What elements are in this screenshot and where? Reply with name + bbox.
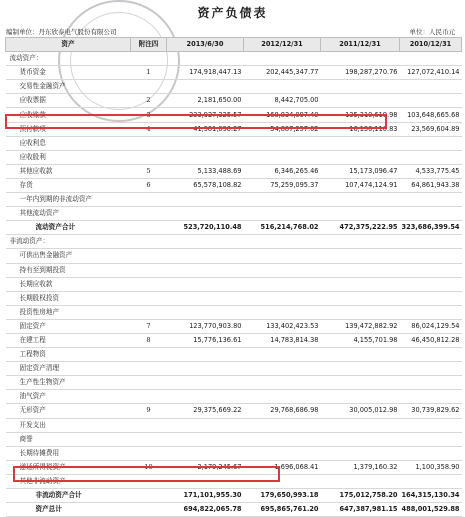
row-value: [167, 390, 244, 404]
row-value: [321, 376, 400, 390]
row-value: 127,072,410.14: [400, 66, 462, 80]
row-value: [400, 235, 462, 249]
row-value: [321, 305, 400, 319]
row-value: [400, 150, 462, 164]
row-value: 103,648,665.68: [400, 108, 462, 122]
row-value: [321, 291, 400, 305]
table-row: [6, 122, 462, 136]
row-note: [131, 446, 167, 460]
table-row: [6, 136, 462, 150]
table-row: [6, 446, 462, 460]
row-value: [400, 94, 462, 108]
row-value: [400, 362, 462, 376]
row-value: 8,442,705.00: [244, 94, 321, 108]
row-value: [244, 446, 321, 460]
row-value: 65,578,108.82: [167, 178, 244, 192]
row-note: [131, 150, 167, 164]
row-value: [400, 390, 462, 404]
row-value: [244, 432, 321, 446]
row-value: [321, 263, 400, 277]
row-value: [400, 193, 462, 207]
table-row: [6, 277, 462, 291]
page-title: 资产负债表: [197, 6, 268, 20]
row-value: 135,310,619.98: [321, 108, 400, 122]
row-value: [321, 136, 400, 150]
row-value: 175,012,758.20: [321, 489, 400, 503]
row-value: [400, 207, 462, 221]
row-value: 488,001,529.88: [400, 503, 462, 517]
row-value: 198,287,270.76: [321, 66, 400, 80]
table-row: [6, 150, 462, 164]
row-note: [131, 432, 167, 446]
row-value: 30,739,829.62: [400, 404, 462, 418]
row-value: [167, 235, 244, 249]
table-row: [6, 207, 462, 221]
row-value: [321, 94, 400, 108]
row-label: 投资性房地产: [6, 305, 131, 319]
row-value: [167, 249, 244, 263]
row-value: [167, 432, 244, 446]
row-value: 174,918,447.13: [167, 66, 244, 80]
row-value: 15,776,136.61: [167, 333, 244, 347]
row-value: [167, 52, 244, 66]
row-label: 其他应收款: [6, 164, 131, 178]
row-value: [400, 418, 462, 432]
row-note: [131, 376, 167, 390]
row-value: [244, 362, 321, 376]
table-row: [6, 193, 462, 207]
row-value: [400, 446, 462, 460]
row-value: [400, 263, 462, 277]
row-value: [321, 432, 400, 446]
row-value: [321, 446, 400, 460]
row-value: [167, 136, 244, 150]
row-value: [321, 418, 400, 432]
col-header-note: 附注四: [131, 38, 167, 52]
row-value: [321, 207, 400, 221]
row-value: [244, 52, 321, 66]
company-label: 编制单位：丹东欣泰电气股份有限公司: [6, 28, 117, 36]
row-value: [321, 390, 400, 404]
row-value: [244, 235, 321, 249]
table-row: [6, 178, 462, 192]
row-value: [244, 136, 321, 150]
row-note: [131, 362, 167, 376]
row-value: [167, 348, 244, 362]
row-value: [244, 418, 321, 432]
row-label: 其他流动资产: [6, 207, 131, 221]
row-value: [167, 207, 244, 221]
row-label: 存货: [6, 178, 131, 192]
row-value: 64,861,943.38: [400, 178, 462, 192]
row-value: 29,375,669.22: [167, 404, 244, 418]
row-label: 在建工程: [6, 333, 131, 347]
row-value: [244, 376, 321, 390]
row-note: [131, 263, 167, 277]
row-value: [244, 305, 321, 319]
table-row: [6, 418, 462, 432]
row-label: 生产性生物资产: [6, 376, 131, 390]
row-value: [321, 362, 400, 376]
row-value: [400, 348, 462, 362]
row-value: [400, 291, 462, 305]
row-value: 123,770,903.80: [167, 319, 244, 333]
row-note: [131, 474, 167, 488]
row-note: 7: [131, 319, 167, 333]
table-row: [6, 333, 462, 347]
row-value: 23,569,604.89: [400, 122, 462, 136]
table-row: [6, 474, 462, 488]
row-note: 10: [131, 460, 167, 474]
row-value: 2,181,650.00: [167, 94, 244, 108]
row-value: 323,686,399.54: [400, 221, 462, 235]
row-label: 固定资产清理: [6, 362, 131, 376]
row-value: [400, 376, 462, 390]
table-row: [6, 362, 462, 376]
table-body: [6, 52, 462, 517]
row-note: [131, 489, 167, 503]
row-note: 1: [131, 66, 167, 80]
row-value: [400, 52, 462, 66]
row-label: 长期应收款: [6, 277, 131, 291]
row-note: [131, 291, 167, 305]
row-value: [244, 80, 321, 94]
row-note: 3: [131, 108, 167, 122]
row-value: 139,472,882.92: [321, 319, 400, 333]
table-row: [6, 164, 462, 178]
table-row: [6, 319, 462, 333]
row-value: [244, 249, 321, 263]
row-value: 46,450,812.28: [400, 333, 462, 347]
row-value: 107,474,124.91: [321, 178, 400, 192]
row-value: [244, 193, 321, 207]
row-value: [321, 150, 400, 164]
row-value: [244, 263, 321, 277]
row-value: [400, 474, 462, 488]
row-value: 202,445,347.77: [244, 66, 321, 80]
row-value: [244, 348, 321, 362]
row-value: [321, 249, 400, 263]
row-label: 持有至到期投资: [6, 263, 131, 277]
row-label: 开发支出: [6, 418, 131, 432]
row-note: [131, 503, 167, 517]
row-value: [167, 446, 244, 460]
table-row: [6, 94, 462, 108]
row-value: 29,768,686.98: [244, 404, 321, 418]
row-label: 应收股利: [6, 150, 131, 164]
row-note: [131, 207, 167, 221]
row-note: [131, 390, 167, 404]
table-row: [6, 489, 462, 503]
row-label: 可供出售金融资产: [6, 249, 131, 263]
row-value: 472,375,222.95: [321, 221, 400, 235]
row-value: [321, 348, 400, 362]
row-value: [167, 193, 244, 207]
row-value: 16,130,110.83: [321, 122, 400, 136]
row-label: 交易性金融资产: [6, 80, 131, 94]
table-row: [6, 460, 462, 474]
row-value: [321, 474, 400, 488]
row-value: 179,650,993.18: [244, 489, 321, 503]
row-value: [244, 277, 321, 291]
balance-sheet-table: [5, 37, 462, 517]
row-value: [167, 263, 244, 277]
col-header-2012-12-31: 2012/12/31: [244, 38, 321, 52]
row-label: 非流动资产合计: [6, 489, 131, 503]
row-value: 168,834,097.40: [244, 108, 321, 122]
table-row: [6, 291, 462, 305]
table-row: [6, 376, 462, 390]
row-value: 5,133,488.69: [167, 164, 244, 178]
row-note: 4: [131, 122, 167, 136]
table-row: [6, 503, 462, 517]
row-value: [244, 291, 321, 305]
row-label: 预付款项: [6, 122, 131, 136]
row-label: 应收利息: [6, 136, 131, 150]
row-value: [244, 150, 321, 164]
table-row: [6, 432, 462, 446]
row-value: [167, 474, 244, 488]
row-value: 6,346,265.46: [244, 164, 321, 178]
row-value: 164,315,130.34: [400, 489, 462, 503]
row-value: 133,402,423.53: [244, 319, 321, 333]
row-value: [244, 474, 321, 488]
row-value: 647,387,981.15: [321, 503, 400, 517]
row-note: [131, 348, 167, 362]
row-note: [131, 235, 167, 249]
row-value: [167, 305, 244, 319]
row-note: 6: [131, 178, 167, 192]
row-value: [167, 362, 244, 376]
row-value: [400, 136, 462, 150]
table-row: [6, 108, 462, 122]
table-row: [6, 305, 462, 319]
row-note: [131, 277, 167, 291]
row-value: 516,214,768.02: [244, 221, 321, 235]
row-note: [131, 221, 167, 235]
table-row: [6, 66, 462, 80]
table-row: [6, 80, 462, 94]
row-value: 14,783,814.38: [244, 333, 321, 347]
row-value: 171,101,955.30: [167, 489, 244, 503]
row-label: 商誉: [6, 432, 131, 446]
row-value: 15,173,096.47: [321, 164, 400, 178]
row-value: 1,696,068.41: [244, 460, 321, 474]
col-header-2013-06-30: 2013/6/30: [167, 38, 244, 52]
table-row: [6, 348, 462, 362]
row-label: 流动资产合计: [6, 221, 131, 235]
table-row: [6, 390, 462, 404]
row-label: 货币资金: [6, 66, 131, 80]
row-value: [321, 193, 400, 207]
row-label: 无形资产: [6, 404, 131, 418]
row-value: [167, 150, 244, 164]
row-label: 应收票据: [6, 94, 131, 108]
row-label: 长期待摊费用: [6, 446, 131, 460]
table-row: [6, 249, 462, 263]
row-value: 1,379,160.32: [321, 460, 400, 474]
row-label: 长期股权投资: [6, 291, 131, 305]
table-row: [6, 404, 462, 418]
row-label: 油气资产: [6, 390, 131, 404]
header-row: [6, 38, 462, 52]
col-header-2011-12-31: 2011/12/31: [321, 38, 400, 52]
row-value: [167, 291, 244, 305]
row-label: 资产总计: [6, 503, 131, 517]
row-label: 递延所得税资产: [6, 460, 131, 474]
row-value: [400, 432, 462, 446]
row-value: 523,720,110.48: [167, 221, 244, 235]
row-note: 5: [131, 164, 167, 178]
row-label: 其他非流动资产: [6, 474, 131, 488]
row-value: [321, 80, 400, 94]
row-value: 695,865,761.20: [244, 503, 321, 517]
row-note: [131, 80, 167, 94]
row-value: [400, 277, 462, 291]
table-row: [6, 263, 462, 277]
row-label: 工程物资: [6, 348, 131, 362]
row-note: 8: [131, 333, 167, 347]
row-label: 应收账款: [6, 108, 131, 122]
row-value: [321, 52, 400, 66]
row-label: 一年内到期的非流动资产: [6, 193, 131, 207]
table-row: [6, 52, 462, 66]
row-value: 4,155,701.98: [321, 333, 400, 347]
unit-label: 单位：人民币元: [409, 28, 455, 36]
row-label: 非流动资产：: [6, 235, 131, 249]
row-note: [131, 136, 167, 150]
row-note: [131, 52, 167, 66]
row-value: 30,005,012.98: [321, 404, 400, 418]
row-label: 固定资产: [6, 319, 131, 333]
row-value: 86,024,129.54: [400, 319, 462, 333]
row-value: 75,259,095.37: [244, 178, 321, 192]
row-value: 2,179,245.67: [167, 460, 244, 474]
row-note: [131, 418, 167, 432]
row-note: 9: [131, 404, 167, 418]
row-value: [167, 376, 244, 390]
row-value: 694,822,065.78: [167, 503, 244, 517]
row-value: [400, 80, 462, 94]
row-value: 1,100,358.90: [400, 460, 462, 474]
row-value: 54,887,257.02: [244, 122, 321, 136]
row-note: [131, 305, 167, 319]
row-value: 41,981,090.27: [167, 122, 244, 136]
row-note: 2: [131, 94, 167, 108]
row-note: [131, 193, 167, 207]
table-row: [6, 221, 462, 235]
col-header-2010-12-31: 2010/12/31: [400, 38, 462, 52]
row-value: [244, 207, 321, 221]
row-value: [167, 80, 244, 94]
col-header-asset: 资产: [6, 38, 131, 52]
row-value: 4,533,775.45: [400, 164, 462, 178]
row-value: [167, 277, 244, 291]
table-row: [6, 235, 462, 249]
row-label: 流动资产：: [6, 52, 131, 66]
row-value: [321, 235, 400, 249]
row-value: [167, 418, 244, 432]
row-note: [131, 249, 167, 263]
row-value: 233,927,325.57: [167, 108, 244, 122]
row-value: [400, 249, 462, 263]
row-value: [321, 277, 400, 291]
row-value: [244, 390, 321, 404]
row-value: [400, 305, 462, 319]
